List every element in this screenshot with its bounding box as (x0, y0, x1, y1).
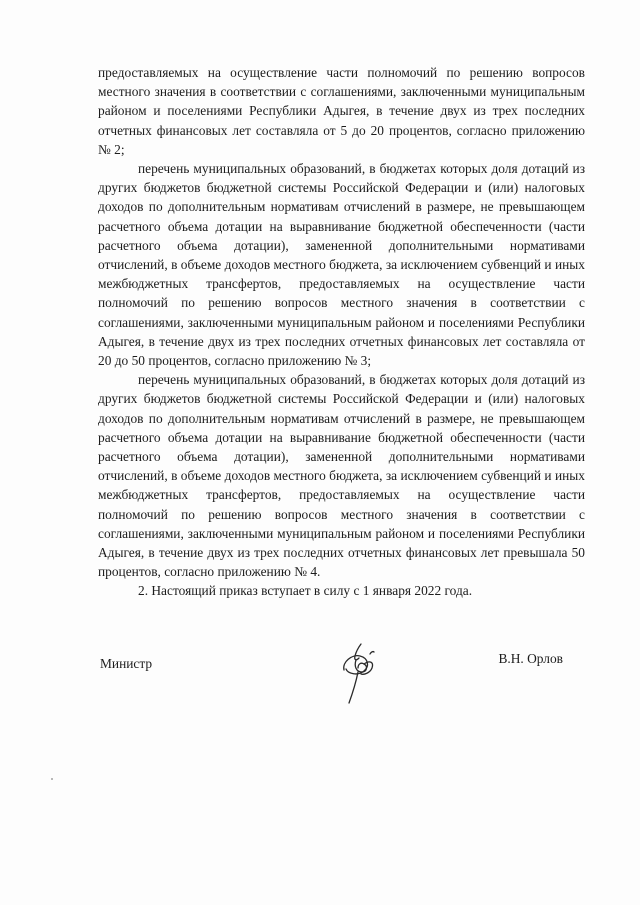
document-body (98, 63, 585, 601)
paragraph-effective-date: 2. Настоящий приказ вступает в силу с 1 января 2022 года. (138, 583, 473, 599)
paragraph-appendix-4: перечень муниципальных образований, в бюджетах которых доля дотаций из других бюджетов бюджетной системы Российской Федерации и (или) налоговых доходов по дополнительным нормативам отчислений в размере, не превышающем расчетного объема дотации на выравнивание бюджетной обеспеченности (части расчетного объема дотации), замененной дополнительными нормативами отчислений, в объеме доходов местного бюджета, за исключением субвенций и иных межбюджетных трансфертов, предоставляемых на осуществление части полномочий по решению вопросов местного значения в соответствии с соглашениями, заключенными муниципальным районом и поселениями Республики Адыгея, в течение двух из трех последних отчетных финансовых лет превышала 50 процентов, согласно приложению № 4. (98, 372, 585, 580)
scan-artifact (51, 778, 53, 780)
paragraph-appendix-2: предоставляемых на осуществление части полномочий по решению вопросов местного значения в соответствии с соглашениями, заключенными муниципальным районом и поселениями Республики Адыгея, в течение двух из трех последних отчетных финансовых лет составляла от 5 до 20 процентов, согласно приложению № 2; (98, 65, 585, 157)
signatory-name: В.Н. Орлов (498, 651, 563, 666)
signatory-title: Министр (100, 656, 153, 671)
signature-block (98, 640, 585, 710)
handwritten-signature-icon (334, 640, 384, 708)
paragraph-appendix-3: перечень муниципальных образований, в бюджетах которых доля дотаций из других бюджетов бюджетной системы Российской Федерации и (или) налоговых доходов по дополнительным нормативам отчислений в размере, не превышающем расчетного объема дотации на выравнивание бюджетной обеспеченности (части расчетного объема дотации), замененной дополнительными нормативами отчислений, в объеме доходов местного бюджета, за исключением субвенций и иных межбюджетных трансфертов, предоставляемых на осуществление части полномочий по решению вопросов местного значения в соответствии с соглашениями, заключенными муниципальным районом и поселениями Республики Адыгея, в течение двух из трех последних отчетных финансовых лет составляла от 20 до 50 процентов, согласно приложению № 3; (98, 161, 585, 369)
